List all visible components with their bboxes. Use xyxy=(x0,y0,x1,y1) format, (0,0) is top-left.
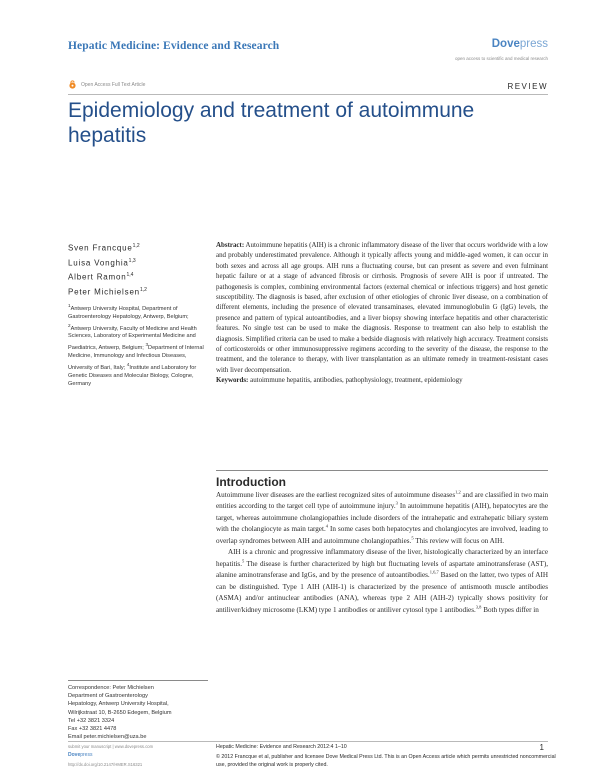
publisher-logo[interactable] xyxy=(492,38,548,50)
keywords-text: autoimmune hepatitis, antibodies, pathophysiology, treatment, epidemiology xyxy=(250,376,463,385)
footer-citation: Hepatic Medicine: Evidence and Research 2012:4 1–10 xyxy=(216,744,347,750)
author: Luisa Vonghia$^{1,3}$ xyxy=(68,257,136,268)
correspondence: Correspondence: Peter Michielsen Department of Gastroenterology Hepatology, Antwerp University Hospital, Wilrijkstraat 10, B-2650 Edegem, Belgium Tel +32 3821 3324 Fax +32 3821 4478 Email peter.michielsen@uza.be xyxy=(68,684,218,741)
email-link[interactable]: Email peter.michielsen@uza.be xyxy=(68,734,147,741)
submit-link[interactable]: submit your manuscript | www.dovepress.com xyxy=(68,744,154,749)
section-label: REVIEW xyxy=(507,82,548,91)
paragraph: AIH is a chronic and progressive inflammatory disease of the liver, histologically characterized by an interface hepatitis.$^5$ The disease is further characterized by high but fluctuating levels of aspartate aminotransferase (AST), alanine aminotransferase and IgGs, and by the presence of autoantibodies.$^{1,6,7}$ Based on the latter, two types of AIH can be distinguished. Type 1 AIH (AIH-1) is characterized by the presence of antismooth muscle antibodies (ASMA) and/or antinuclear antibodies (ANA), whereas type 2 AIH (AIH-2) typically shows positivity for antiliver/kidney microsome (LKM) type 1 antibodies or antiliver cytosol type 1 antibodies.$^{3,8}$ Both types differ in xyxy=(216,548,549,614)
article-title: Epidemiology and treatment of autoimmune hepatitis xyxy=(68,99,475,147)
footer-left xyxy=(68,742,208,769)
doi-link[interactable]: http://dx.doi.org/10.2147/HMER.S16321 xyxy=(68,762,143,767)
open-access-label: Open Access Full Text Article xyxy=(81,81,146,88)
copyright-notice: © 2012 Francque et al, publisher and licensee Dove Medical Press Ltd. This is an Open Access article which permits unrestricted noncommercial use, provided the original work is properly cited. xyxy=(216,754,556,768)
affiliation: $^2$Antwerp University, Faculty of Medicine and Health Sciences, Laboratory of Experimental Medicine and Paediatrics, Antwerp, Belgium; xyxy=(68,322,197,352)
page-number: 1 xyxy=(539,743,544,752)
abstract-label: Abstract: xyxy=(216,241,245,249)
header-divider xyxy=(68,94,548,95)
correspondence-divider xyxy=(68,680,208,681)
introduction-body xyxy=(216,490,548,616)
affiliation: $^4$Institute and Laboratory for Genetic Diseases and Molecular Biology, Cologne, Germany xyxy=(68,362,197,387)
open-access-line xyxy=(68,80,145,89)
author: Peter Michielsen$^{1,2}$ xyxy=(68,286,147,297)
paragraph: Autoimmune liver diseases are the earliest recognized sites of autoimmune diseases$^{1,2}$ and are classified in two main entities according to the target cell type of autoimmune injury.$^3$ In autoimmune hepatitis (AIH), hepatocytes are the target, whereas autoimmune cholangiopathies include disorders of the intrahepatic and extrahepatic biliary system with the cholangiocyte as main target.$^4$ In some cases both hepatocytes and cholangiocytes are involved, leading to overlap syndromes between AIH and autoimmune cholangiopathies.$^5$ This review will focus on AIH. xyxy=(216,489,549,545)
brand-thin: press xyxy=(519,38,548,50)
open-access-icon xyxy=(68,80,77,89)
abstract-divider xyxy=(216,470,548,471)
author: Albert Ramon$^{1,4}$ xyxy=(68,272,134,282)
footer-logo[interactable]: Dovepress xyxy=(68,752,93,758)
author-list xyxy=(68,240,208,299)
affiliations xyxy=(68,302,210,389)
introduction-heading: Introduction xyxy=(216,475,286,489)
author: Sven Francque$^{1,2}$ xyxy=(68,243,140,253)
keywords-label: Keywords: xyxy=(216,376,249,385)
abstract xyxy=(216,240,548,386)
brand-tagline: open access to scientific and medical research xyxy=(454,56,548,61)
abstract-text: Autoimmune hepatitis (AIH) is a chronic inflammatory disease of the liver that occurs worldwide with a low and probably underestimated prevalence. Although it typically affects young and middle-aged women, it can occur in both sexes and across all age groups. AIH runs a fluctuating course, but can present as severe and even fulminant hepatic failure or at a stage of advanced fibrosis or cirrhosis. Prognosis of severe AIH is poor if untreated. The pathogenesis is complex, combining environmental factors (external chemical or infectious triggers) and host genetic susceptibility. The diagnosis is based, after exclusion of other etiologies of chronic liver disease, on a combination of different elements, including the presence of elevated transaminases, elevated immunoglobulin G (IgG) levels, the presence and pattern of typical autoantibodies, and a liver biopsy showing interface hepatitis and other characteristic features. No single test can be used to make the diagnosis. Response to treatment can also help to establish the diagnosis. Simplified criteria can be used to make a bedside diagnosis with relatively high accuracy. Treatment consists of corticosteroids or other immunosuppressive regimens according to the severity of the disease, the response to the treatment, and the tolerance to therapy, with liver transplantation as an ultimate remedy in treatment-resistant cases with liver decompensation. xyxy=(216,241,548,374)
affiliation: $^1$Antwerp University Hospital, Department of Gastroenterology Hepatology, Antwerp, Belgium; xyxy=(68,303,189,320)
brand-bold: Dove xyxy=(491,38,520,50)
journal-title: Hepatic Medicine: Evidence and Research xyxy=(68,40,280,52)
affiliation: $^3$Department of Internal Medicine, Immunology and Infectious Diseases, University of Bari, Italy; xyxy=(68,342,204,371)
